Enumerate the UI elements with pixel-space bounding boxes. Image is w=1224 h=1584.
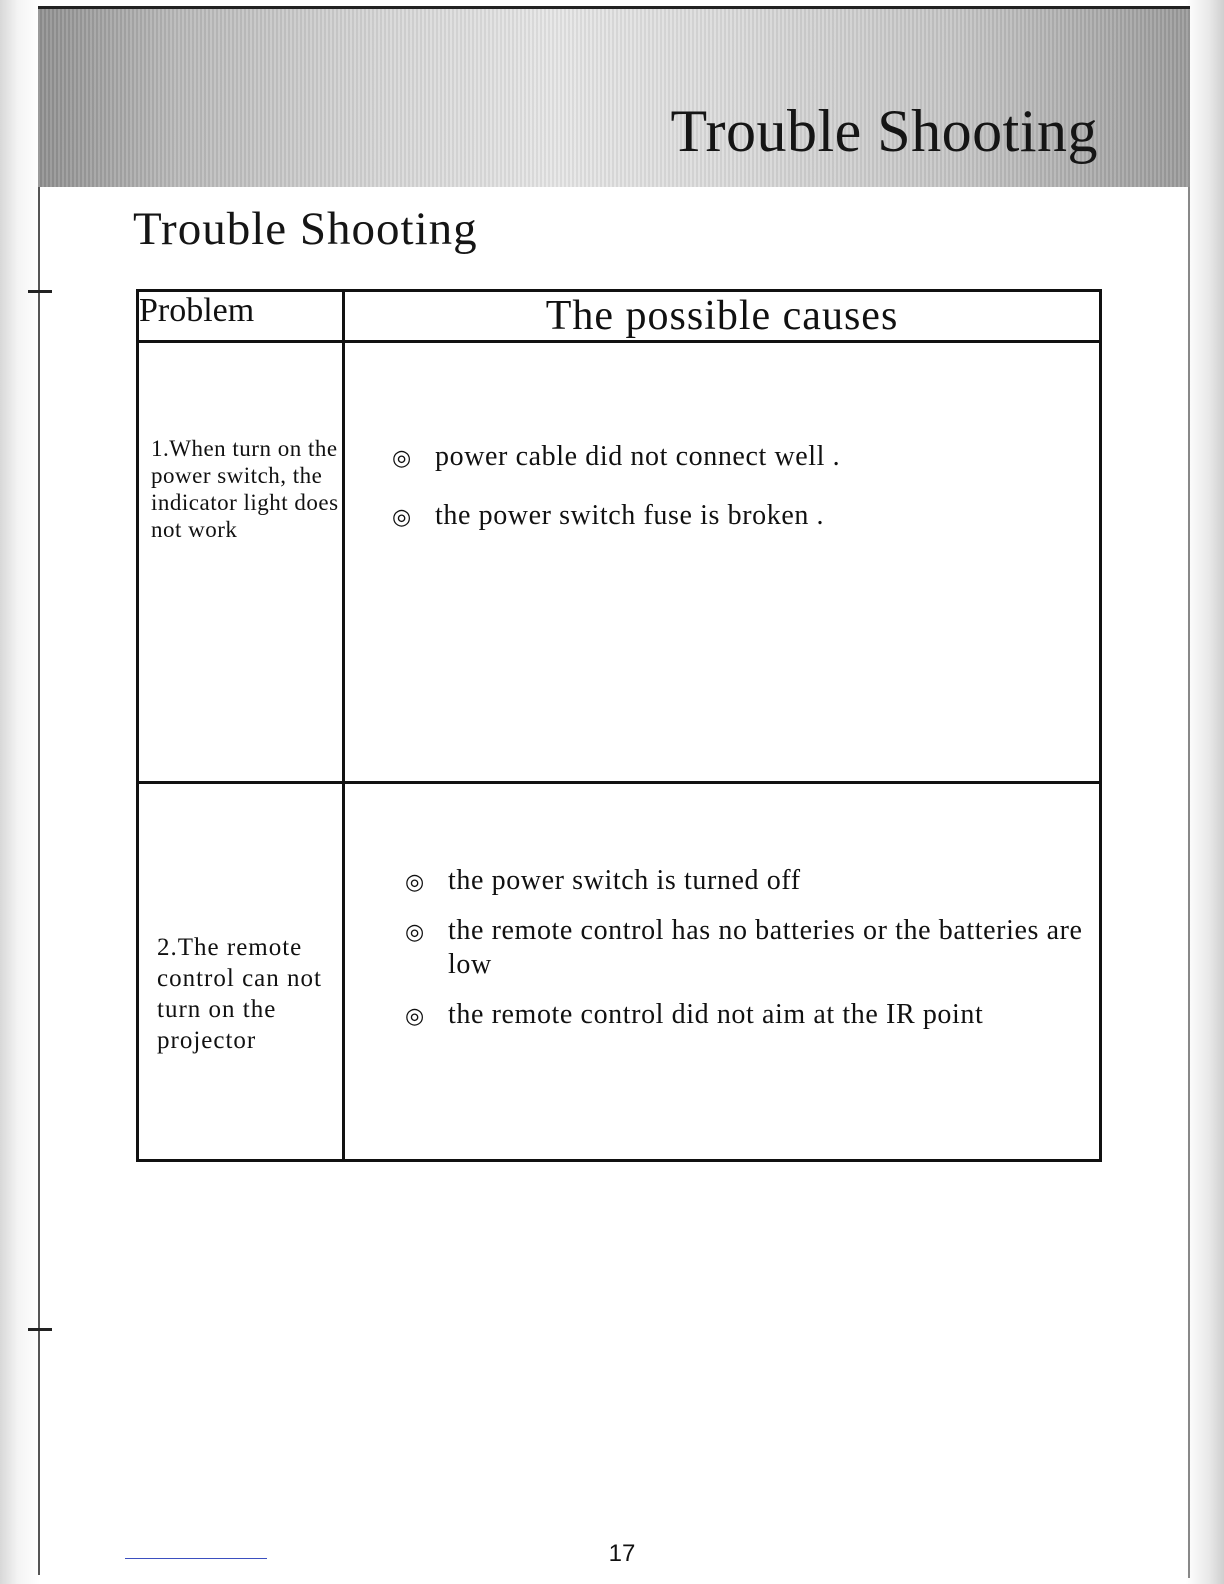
cause-item [405, 914, 1099, 982]
book-spine-shadow [0, 0, 40, 1584]
table-header-row [138, 291, 1101, 342]
double-circle-bullet-icon: ◎ [392, 505, 412, 531]
page-edge-line [1188, 178, 1190, 1578]
double-circle-bullet-icon: ◎ [405, 919, 425, 945]
problem-column-header: Problem [138, 291, 344, 342]
page-number: 17 [608, 1540, 636, 1567]
header-band [38, 6, 1190, 187]
cause-text: the power switch is turned off [448, 864, 801, 896]
cause-item [405, 864, 1099, 898]
table-row [138, 342, 1101, 783]
causes-cell [344, 782, 1101, 1160]
problem-text: 1.When turn on the power switch, the indicator light does not work [151, 436, 339, 543]
staple-mark [28, 1328, 52, 1331]
troubleshooting-table [136, 289, 1102, 1162]
page-edge-shadow [1186, 0, 1224, 1584]
cause-item [405, 998, 1099, 1032]
footer-rule [125, 1558, 267, 1559]
double-circle-bullet-icon: ◎ [405, 1003, 425, 1029]
page-title: Trouble Shooting [133, 203, 478, 255]
causes-column-header: The possible causes [344, 291, 1101, 342]
cause-text: the remote control did not aim at the IR point [448, 998, 984, 1030]
double-circle-bullet-icon: ◎ [392, 446, 412, 472]
causes-cell [344, 342, 1101, 783]
cause-item [392, 440, 1099, 474]
problem-cell [138, 342, 344, 783]
table-row [138, 782, 1101, 1160]
double-circle-bullet-icon: ◎ [405, 869, 425, 895]
binding-edge [38, 185, 40, 1575]
cause-item [392, 499, 1099, 533]
cause-text: the power switch fuse is broken . [435, 500, 825, 532]
problem-text: 2.The remote control can not turn on the projector [157, 933, 322, 1054]
staple-mark [28, 290, 52, 293]
header-title: Trouble Shooting [670, 98, 1098, 164]
cause-text: power cable did not connect well . [435, 441, 841, 473]
problem-cell [138, 782, 344, 1160]
cause-text: the remote control has no batteries or the batteries are low [448, 914, 1083, 980]
